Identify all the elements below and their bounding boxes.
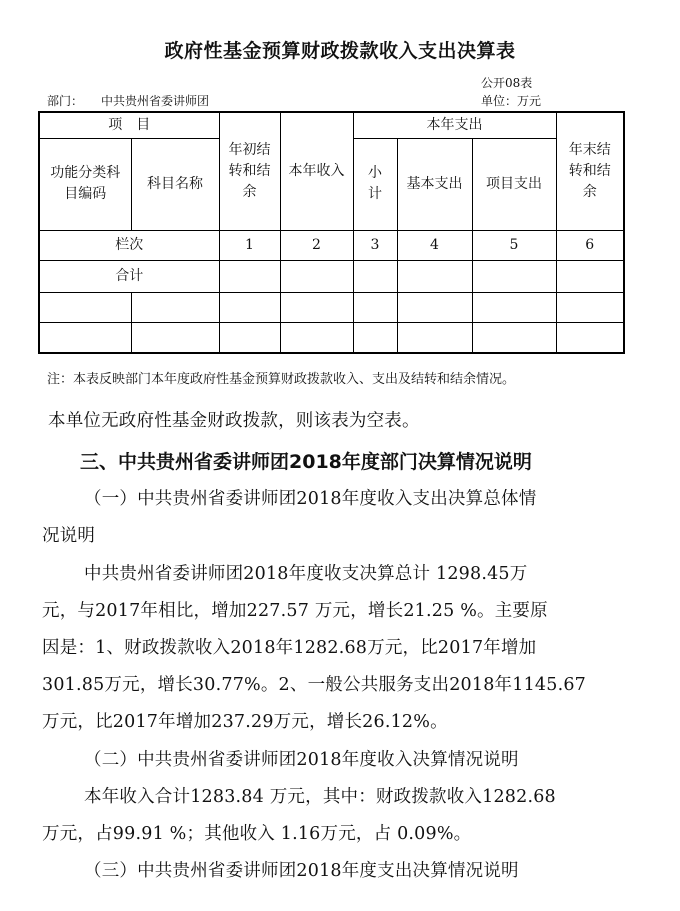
- header-subtotal: 小计: [353, 138, 397, 230]
- table-cell: [353, 292, 397, 322]
- table-cell: [353, 322, 397, 353]
- table-row: [39, 292, 624, 322]
- paragraph-line: 万元，占99.91 %；其他收入 1.16万元，占 0.09%。: [42, 824, 472, 844]
- paragraph-line: 中共贵州省委讲师团2018年度收支决算总计 1298.45万: [84, 564, 528, 584]
- paragraph-line: 因是：1、财政拨款收入2018年1282.68万元，比2017年增加: [42, 638, 537, 658]
- total-label: 合计: [39, 260, 219, 292]
- table-cell: [39, 322, 131, 353]
- table-cell: [280, 322, 353, 353]
- header-basic-expense: 基本支出: [397, 138, 472, 230]
- total-row: [39, 260, 624, 292]
- col-number: 3: [353, 230, 397, 260]
- table-cell: [472, 260, 556, 292]
- table-cell: [353, 260, 397, 292]
- table-cell: [472, 292, 556, 322]
- header-income: 本年收入: [280, 112, 353, 230]
- table-cell: [131, 292, 219, 322]
- document-title: 政府性基金预算财政拨款收入支出决算表: [164, 40, 516, 62]
- table-note: 注：本表反映部门本年度政府性基金预算财政拨款收入、支出及结转和结余情况。: [47, 372, 516, 387]
- table-cell: [219, 292, 280, 322]
- table-cell: [397, 292, 472, 322]
- header-expense: 本年支出: [353, 112, 556, 138]
- table-cell: [219, 260, 280, 292]
- paragraph-line: 本年收入合计1283.84 万元，其中：财政拨款收入1282.68: [84, 787, 556, 807]
- empty-table-statement: 本单位无政府性基金财政拨款，则该表为空表。: [48, 411, 420, 431]
- header-func-code: 功能分类科目编码: [39, 138, 131, 230]
- table-cell: [39, 292, 131, 322]
- table-cell: [219, 322, 280, 353]
- table-cell: [131, 322, 219, 353]
- unit-label: 单位：万元: [481, 94, 542, 108]
- header-end-balance: 年末结转和结余: [556, 112, 624, 230]
- subsection-2-title: （二）中共贵州省委讲师团2018年度收入决算情况说明: [84, 750, 519, 770]
- table-cell: [556, 322, 624, 353]
- section-heading: 三、中共贵州省委讲师团2018年度部门决算情况说明: [80, 451, 532, 473]
- budget-table: [38, 111, 625, 354]
- col-number: 4: [397, 230, 472, 260]
- col-number: 2: [280, 230, 353, 260]
- paragraph-line: 万元，比2017年增加237.29万元，增长26.12%。: [42, 712, 448, 732]
- department-label: 部门：: [47, 94, 84, 108]
- header-begin-balance: 年初结转和结余: [219, 112, 280, 230]
- paragraph-line: 元，与2017年相比，增加227.57 万元，增长21.25 %。主要原: [42, 601, 548, 621]
- table-cell: [556, 292, 624, 322]
- header-item: 项 目: [39, 112, 219, 138]
- subsection-3-title: （三）中共贵州省委讲师团2018年度支出决算情况说明: [84, 861, 519, 881]
- table-cell: [280, 260, 353, 292]
- subsection-1-title: （一）中共贵州省委讲师团2018年度收入支出决算总体情: [84, 489, 537, 509]
- table-cell: [556, 260, 624, 292]
- table-cell: [280, 292, 353, 322]
- table-cell: [397, 322, 472, 353]
- paragraph-line: 301.85万元，增长30.77%。2、一般公共服务支出2018年1145.67: [42, 675, 586, 695]
- row-label: 栏次: [39, 230, 219, 260]
- department-value: 中共贵州省委讲师团: [101, 94, 210, 108]
- form-number: 公开08表: [481, 76, 533, 90]
- col-number: 1: [219, 230, 280, 260]
- table-cell: [472, 322, 556, 353]
- table-row: [39, 322, 624, 353]
- header-subject-name: 科目名称: [131, 138, 219, 230]
- col-number: 6: [556, 230, 624, 260]
- col-number: 5: [472, 230, 556, 260]
- table-cell: [397, 260, 472, 292]
- header-project-expense: 项目支出: [472, 138, 556, 230]
- subsection-1-title-cont: 况说明: [42, 526, 96, 546]
